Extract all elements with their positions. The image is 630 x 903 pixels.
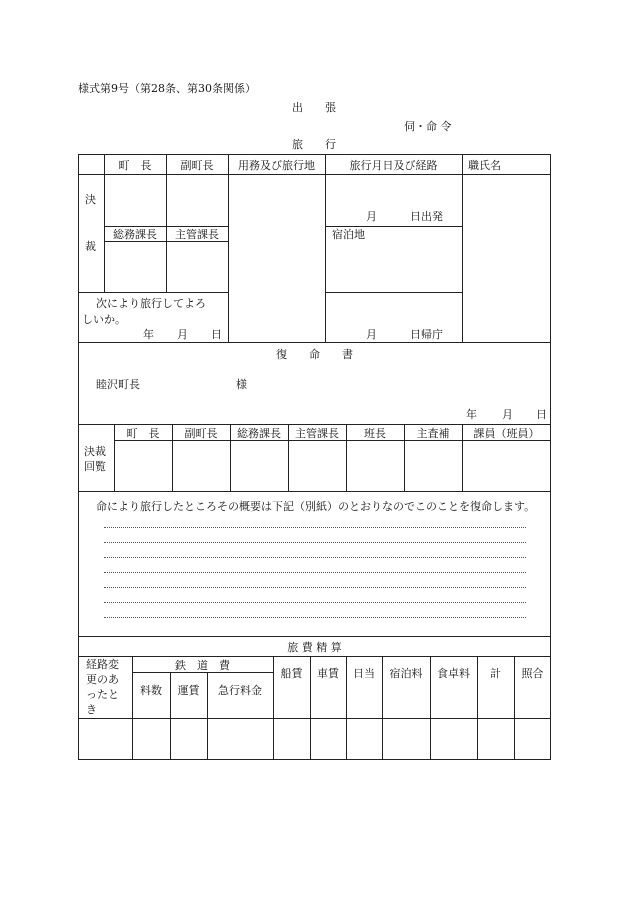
label-shuppatsu: 日出発 (410, 210, 443, 223)
rule (325, 154, 326, 342)
header-ryoukin: 料数 (140, 684, 162, 697)
report-title: 復 命 書 (276, 348, 353, 361)
header-shukuhakuryou: 宿泊料 (389, 667, 423, 680)
rule (104, 226, 228, 227)
kessai-label-2: 裁 (85, 240, 96, 253)
route-change-4: き (86, 703, 97, 716)
rule (104, 241, 228, 242)
header-ryokou-nichiji: 旅行月日及び経路 (349, 159, 438, 172)
report-date-nen: 年 (466, 408, 477, 421)
header-chouchou: 町 長 (118, 159, 152, 172)
rule (114, 440, 551, 441)
request-date-nen: 年 (143, 328, 154, 341)
header-shachin: 車賃 (317, 667, 339, 680)
rule (132, 672, 273, 673)
request-line-1: 次により旅行してよろ (96, 297, 206, 310)
form-number: 様式第9号（第28条、第30条関係） (78, 82, 256, 95)
report-col-shusaho: 主査補 (416, 427, 450, 440)
report-col-chouchou: 町 長 (126, 427, 160, 440)
rule (78, 342, 551, 343)
dotted-line (104, 602, 526, 603)
expenses-title: 旅 費 精 算 (287, 641, 342, 654)
rule (78, 424, 551, 425)
route-change-3: ったと (86, 688, 119, 701)
dotted-line (104, 572, 526, 573)
header-funachin: 船賃 (280, 667, 303, 680)
header-soumu-kachou: 総務課長 (113, 228, 157, 241)
rule (78, 174, 551, 175)
report-col-fukuchouchou: 副町長 (184, 427, 218, 440)
kessai-kairan-2: 回覧 (84, 460, 106, 473)
dotted-line (104, 587, 526, 588)
label-shukuhakuchi: 宿泊地 (332, 228, 365, 241)
rule (78, 718, 551, 719)
header-youmu: 用務及び旅行地 (238, 159, 315, 172)
header-nittou: 日当 (353, 667, 375, 680)
label-kichou: 日帰庁 (410, 328, 443, 341)
title-shutchou: 出 張 (292, 101, 336, 114)
header-unchin: 運賃 (177, 684, 200, 697)
header-shokutakuryou: 食卓料 (437, 667, 470, 680)
header-shokushi: 職氏名 (468, 159, 501, 172)
dotted-line (104, 542, 526, 543)
kessai-kairan-1: 決裁 (84, 445, 106, 458)
rule (78, 292, 228, 293)
route-change-2: 更のあ (86, 673, 119, 686)
request-date-hi: 日 (211, 328, 222, 341)
label-tsuki-1: 月 (366, 210, 377, 223)
rule (462, 154, 463, 342)
header-fukuchouchou: 副町長 (180, 159, 214, 172)
header-shukan-kachou: 主管課長 (175, 228, 219, 241)
report-sama: 様 (236, 378, 247, 391)
request-date-tsuki: 月 (177, 328, 188, 341)
label-tsuki-2: 月 (366, 328, 377, 341)
report-col-shukan-kachou: 主管課長 (295, 427, 339, 440)
title-ryokou: 旅 行 (292, 138, 336, 151)
report-col-kain: 課員（班員） (473, 427, 540, 440)
title-ukagai-mei: 伺・命 令 (404, 120, 452, 133)
rule (325, 292, 462, 293)
dotted-line (104, 527, 526, 528)
rule (228, 154, 229, 342)
header-kyuukou: 急行料金 (218, 684, 262, 697)
report-col-soumu-kachou: 総務課長 (237, 427, 281, 440)
kessai-label-1: 決 (85, 193, 96, 206)
report-body-text: 命により旅行したところその概要は下記（別紙）のとおりなのでこのことを復命します。 (96, 500, 536, 513)
report-col-hanchou: 班長 (364, 427, 386, 440)
rule (78, 491, 551, 492)
header-kei: 計 (490, 667, 501, 680)
rule (325, 226, 462, 227)
rule (78, 636, 551, 637)
request-line-2: しいか。 (82, 313, 126, 326)
header-railway: 鉄 道 費 (175, 659, 230, 672)
header-shougou: 照合 (521, 667, 544, 680)
dotted-line (104, 557, 526, 558)
report-date-tsuki: 月 (502, 408, 513, 421)
rule (78, 656, 551, 657)
report-addressee: 睦沢町長 (96, 378, 140, 391)
route-change-1: 経路変 (86, 658, 119, 671)
report-date-hi: 日 (536, 408, 547, 421)
dotted-line (104, 617, 526, 618)
